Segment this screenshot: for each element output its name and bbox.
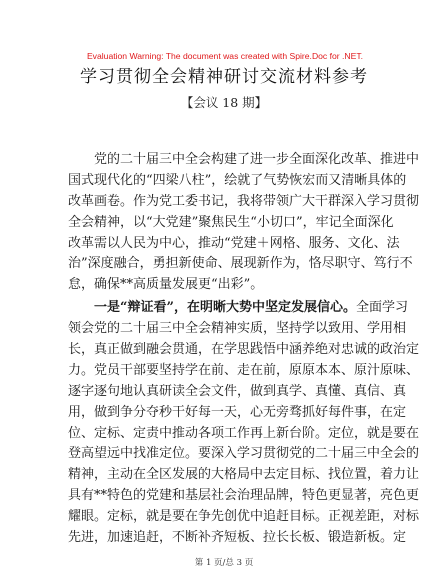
text-line: 怠，确保**高质量发展更“出彩”。 xyxy=(68,277,264,293)
evaluation-warning: Evaluation Warning: The document was created with Spire.Doc for .NET. xyxy=(86,51,364,61)
text-line: 具有**特色的党建和基层社会治理品牌，特色更显著，亮色更 xyxy=(68,488,420,504)
text-line: 治”深度融合，勇担新使命、展现新作为，恪尽职守、笃行不 xyxy=(68,256,413,272)
text-line: 改革需以人民为中心，推动“党建＋网格、服务、文化、法 xyxy=(68,235,400,251)
document-body xyxy=(68,150,420,549)
text-line: 逐字逐句地认真研读全会文件，做到真学、真懂、真信、真 xyxy=(68,383,407,399)
text-line: 位、定标、定责中推动各项工作再上新台阶。定位，就是要在 xyxy=(68,425,420,441)
text-line: 耀眼。定标，就是要在争先创优中追赶目标。正视差距，对标 xyxy=(68,509,420,525)
text-line: 登高望远中找准定位。要深入学习贯彻党的二十届三中全会的 xyxy=(68,446,420,462)
section-heading: 一是“辩证看”，在明晰大势中坚定发展信心。 xyxy=(94,300,356,316)
text-line: 精神，主动在全区发展的大格局中去定目标、找位置，着力让 xyxy=(68,467,420,483)
text-line: 改革画卷。作为党工委书记，我将带领广大干群深入学习贯彻 xyxy=(68,193,420,209)
text-line: 全会精神，以“大党建”聚焦民生“小切口”，牢记全面深化 xyxy=(68,214,394,230)
text-line xyxy=(68,298,408,319)
text-line: 领会党的二十届三中全会精神实质，坚持学以致用、学用相 xyxy=(68,321,407,337)
paragraph-2 xyxy=(68,298,420,549)
document-title: 学习贯彻全会精神研讨交流材料参考 xyxy=(80,67,368,87)
text-line: 长，真正做到融会贯通，在学思践悟中涵养绝对忠诚的政治定 xyxy=(68,342,420,358)
page-footer: 第 1 页/总 3 页 xyxy=(194,558,254,568)
heading-continuation: 全面学习 xyxy=(355,300,408,316)
text-line: 国式现代化的“四梁八柱”，绘就了气势恢宏而又清晰具体的 xyxy=(68,172,407,188)
text-line: 先进，加速追赶，不断补齐短板、拉长长板、锻造新板。定 xyxy=(68,530,407,546)
paragraph-1 xyxy=(68,150,420,296)
text-line: 力。党员干部要坚持学在前、走在前，原原本本、原汁原味、 xyxy=(68,362,420,378)
text-line: 党的二十届三中全会构建了进一步全面深化改革、推进中 xyxy=(94,152,420,167)
meeting-issue: 【会议 18 期】 xyxy=(180,95,268,110)
text-line: 用，做到争分夺秒干好每一天，心无旁骛抓好每件事，在定 xyxy=(68,404,407,420)
